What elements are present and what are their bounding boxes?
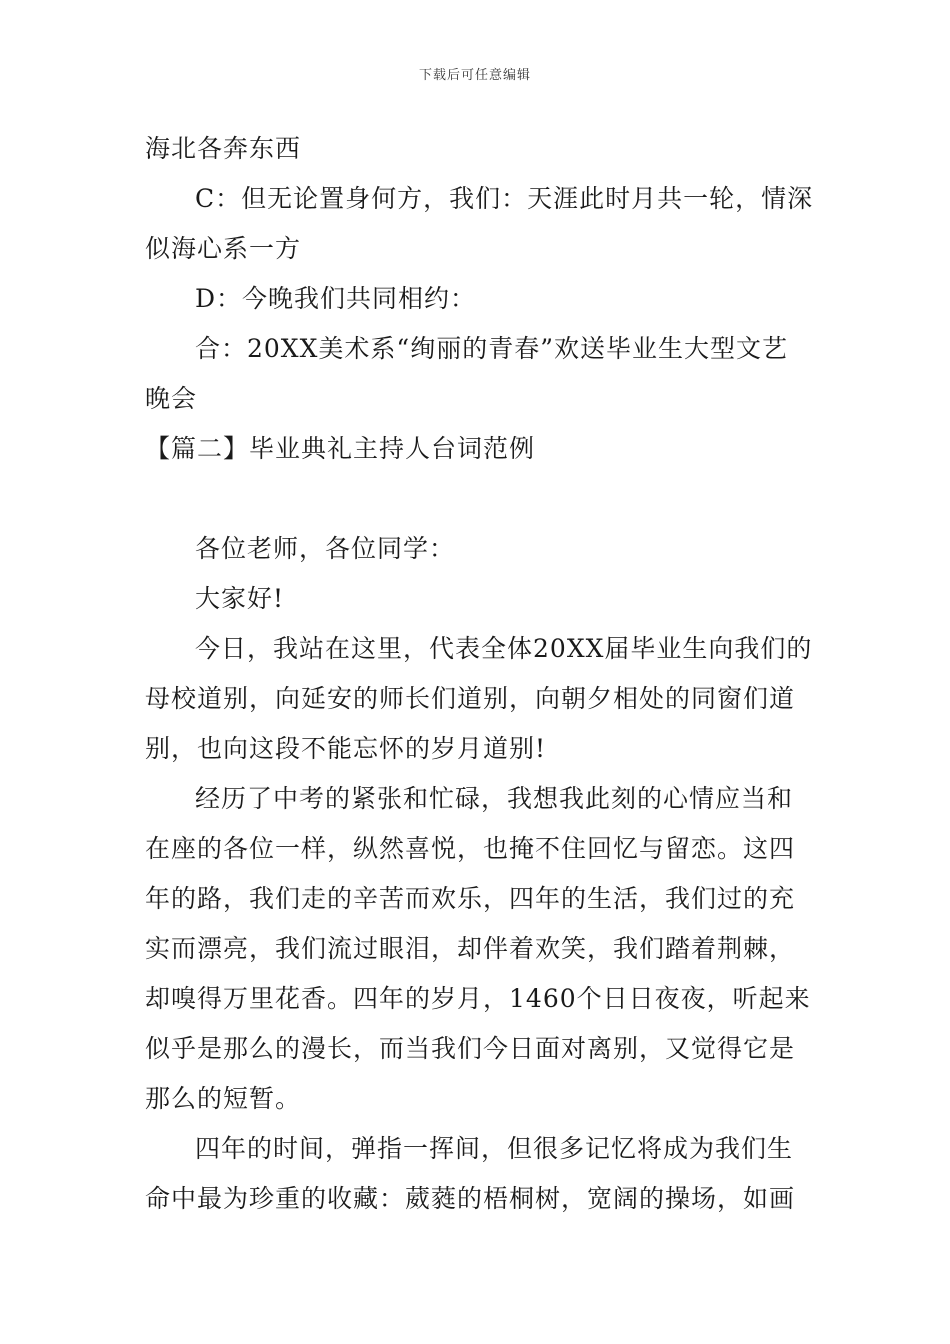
text-line: 那么的短暂。 [145,1084,302,1113]
text-line: 似海心系一方 [145,234,302,263]
text-line: C：但无论置身何方，我们：天涯此时月共一轮，情深 [195,184,814,213]
text-line: 各位老师，各位同学： [195,534,456,563]
document-body [145,124,814,1224]
text-line: 大家好! [195,584,285,613]
text-line: 年的路，我们走的辛苦而欢乐，四年的生活，我们过的充 [145,884,796,913]
text-line: 四年的时间，弹指一挥间，但很多记忆将成为我们生 [195,1134,794,1163]
text-line: D：今晚我们共同相约： [195,284,477,313]
blank-line [145,474,810,524]
text-line: 命中最为珍重的收藏：葳蕤的梧桐树，宽阔的操场，如画 [145,1184,796,1213]
text-line: 却嗅得万里花香。四年的岁月，1460个日日夜夜，听起来 [145,984,811,1013]
text-line: 似乎是那么的漫长，而当我们今日面对离别，又觉得它是 [145,1034,796,1063]
text-line: 别，也向这段不能忘怀的岁月道别! [145,734,547,763]
text-line: 【篇二】毕业典礼主持人台词范例 [145,434,536,463]
text-line: 晚会 [145,384,198,413]
text-line: 合：20XX美术系“绚丽的青春”欢送毕业生大型文艺 [195,334,788,363]
text-line: 母校道别，向延安的师长们道别，向朝夕相处的同窗们道 [145,684,796,713]
page-header: 下载后可任意编辑 [418,68,531,83]
text-line: 海北各奔东西 [145,134,302,163]
text-line: 实而漂亮，我们流过眼泪，却伴着欢笑，我们踏着荆棘， [145,934,796,963]
text-line: 在座的各位一样，纵然喜悦，也掩不住回忆与留恋。这四 [145,834,796,863]
text-line: 经历了中考的紧张和忙碌，我想我此刻的心情应当和 [195,784,794,813]
text-line: 今日，我站在这里，代表全体20XX届毕业生向我们的 [195,634,813,663]
